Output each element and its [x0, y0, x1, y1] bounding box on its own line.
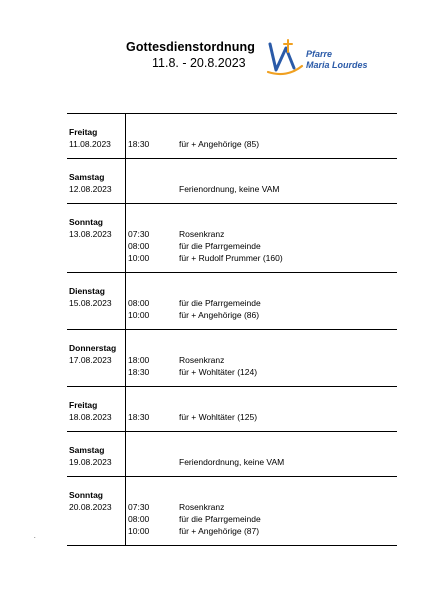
time-label: 08:00	[128, 514, 150, 524]
intention-text: für die Pfarrgemeinde	[179, 241, 261, 251]
weekday-label: Sonntag	[69, 217, 103, 227]
day-block	[67, 203, 397, 272]
day-block	[67, 386, 397, 431]
logo-line-1: Pfarre	[306, 49, 333, 59]
date-range: 11.8. - 20.8.2023	[152, 56, 246, 70]
time-label: 08:00	[128, 241, 150, 251]
intention-text: für + Angehörige (87)	[179, 526, 260, 536]
weekday-label: Freitag	[69, 400, 98, 410]
date-label: 18.08.2023	[69, 412, 112, 422]
date-label: 19.08.2023	[69, 457, 112, 467]
day-content	[67, 204, 397, 272]
date-label: 20.08.2023	[69, 502, 112, 512]
schedule-row	[67, 354, 397, 366]
intention-text: Ferienordnung, keine VAM	[179, 184, 280, 194]
day-content	[67, 114, 397, 158]
date-label: 12.08.2023	[69, 184, 112, 194]
weekday-label: Samstag	[69, 445, 105, 455]
schedule-row	[67, 411, 397, 423]
schedule-row	[67, 513, 397, 525]
day-block	[67, 431, 397, 476]
day-block	[67, 113, 397, 158]
intention-text: Rosenkranz	[179, 502, 225, 512]
intention-text: Feriendordnung, keine VAM	[179, 457, 285, 467]
day-block	[67, 272, 397, 329]
weekday-label: Sonntag	[69, 490, 103, 500]
schedule-row	[67, 309, 397, 321]
time-label: 10:00	[128, 310, 150, 320]
day-content	[67, 432, 397, 476]
weekday-label: Freitag	[69, 127, 98, 137]
schedule-row	[67, 138, 397, 150]
day-block	[67, 476, 397, 546]
weekday-label: Dienstag	[69, 286, 105, 296]
time-label: 18:30	[128, 367, 150, 377]
schedule-row	[67, 297, 397, 309]
page-title: Gottesdienstordnung	[126, 40, 255, 54]
column-divider	[125, 159, 126, 203]
column-divider	[125, 114, 126, 158]
time-label: 08:00	[128, 298, 150, 308]
intention-text: für die Pfarrgemeinde	[179, 298, 261, 308]
weekday-label: Samstag	[69, 172, 105, 182]
column-divider	[125, 432, 126, 476]
intention-text: Rosenkranz	[179, 355, 225, 365]
day-block	[67, 329, 397, 386]
time-label: 18:30	[128, 412, 150, 422]
weekday-label: Donnerstag	[69, 343, 117, 353]
time-label: 07:30	[128, 229, 150, 239]
intention-text: für die Pfarrgemeinde	[179, 514, 261, 524]
schedule-row	[67, 240, 397, 252]
schedule-row	[67, 366, 397, 378]
schedule-row	[67, 252, 397, 264]
time-label: 10:00	[128, 253, 150, 263]
margin-dot: .	[34, 534, 36, 540]
date-label: 17.08.2023	[69, 355, 112, 365]
day-block	[67, 158, 397, 203]
intention-text: für + Angehörige (86)	[179, 310, 260, 320]
intention-text: für + Angehörige (85)	[179, 139, 260, 149]
date-label: 15.08.2023	[69, 298, 112, 308]
schedule-table	[67, 113, 397, 546]
day-content	[67, 273, 397, 329]
day-content	[67, 387, 397, 431]
day-content	[67, 159, 397, 203]
schedule-row	[67, 183, 397, 195]
day-content	[67, 330, 397, 386]
time-label: 10:00	[128, 526, 150, 536]
intention-text: für + Wohltäter (124)	[179, 367, 258, 377]
time-label: 18:00	[128, 355, 150, 365]
logo-line-2: Maria Lourdes	[306, 60, 368, 70]
intention-text: Rosenkranz	[179, 229, 225, 239]
column-divider	[125, 387, 126, 431]
day-content	[67, 477, 397, 545]
intention-text: für + Rudolf Prummer (160)	[179, 253, 283, 263]
schedule-row	[67, 456, 397, 468]
time-label: 07:30	[128, 502, 150, 512]
schedule-row	[67, 525, 397, 537]
schedule-row	[67, 501, 397, 513]
date-label: 13.08.2023	[69, 229, 112, 239]
schedule-row	[67, 228, 397, 240]
page-header	[0, 0, 424, 110]
intention-text: für + Wohltäter (125)	[179, 412, 258, 422]
date-label: 11.08.2023	[69, 139, 111, 149]
time-label: 18:30	[128, 139, 150, 149]
